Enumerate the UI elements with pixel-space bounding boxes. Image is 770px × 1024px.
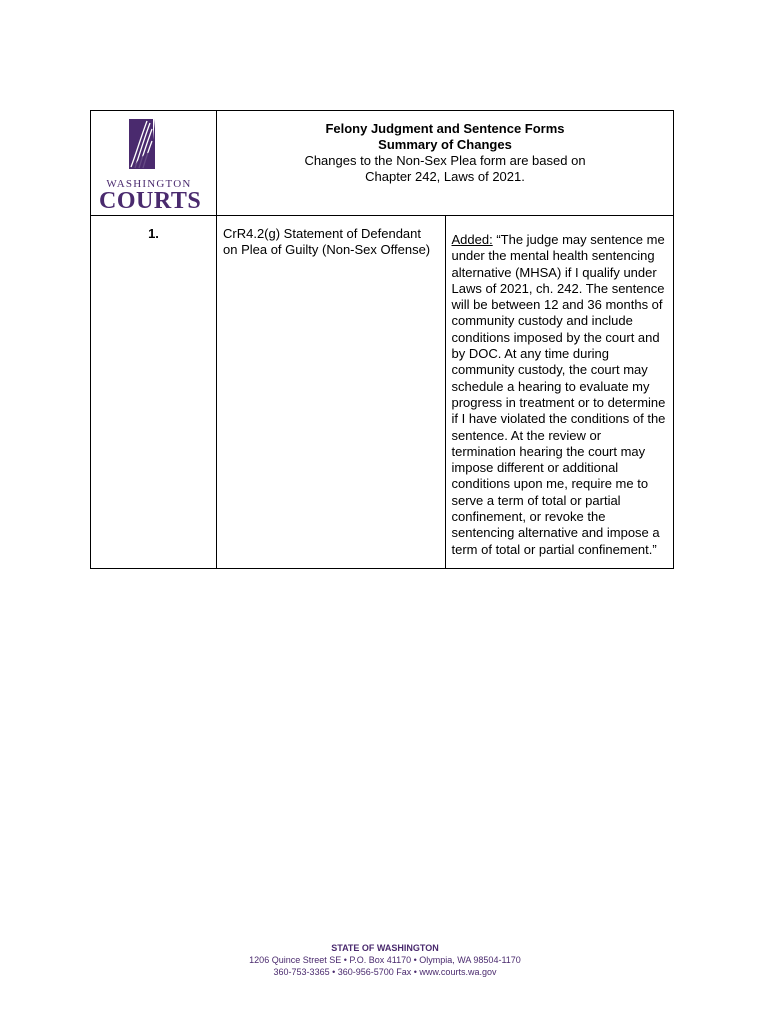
footer-state: STATE OF WASHINGTON: [331, 943, 439, 953]
table-row: [91, 216, 674, 569]
header-row: [91, 111, 674, 216]
header-note-line1: Changes to the Non-Sex Plea form are based on: [304, 153, 586, 168]
form-name: CrR4.2(g) Statement of Defendant on Plea of Guilty (Non-Sex Offense): [217, 216, 446, 569]
header-cell: [217, 111, 674, 216]
logo-wordmark-top: WASHINGTON: [106, 178, 192, 190]
footer-address: 1206 Quince Street SE • P.O. Box 41170 • Olympia, WA 98504-1170: [249, 955, 521, 965]
footer: [0, 942, 770, 978]
change-label: Added:: [451, 232, 493, 247]
change-description: [445, 216, 674, 569]
logo-cell: [91, 111, 217, 216]
washington-courts-logo: [97, 117, 210, 214]
document-subtitle: Summary of Changes: [378, 137, 512, 152]
logo-wordmark-main: COURTS: [99, 188, 202, 214]
row-number: 1.: [91, 216, 217, 569]
change-text: “The judge may sentence me under the mental health sentencing alternative (MHSA) if I qualify under Laws of 2021, ch. 242. The sentence will be between 12 and 36 months of community custody and include conditions imposed by the court and by DOC. At any time during community custody, the court may schedule a hearing to evaluate my progress in treatment or to determine if I have violated the conditions of the sentence. At the review or termination hearing the court may impose different or additional conditions upon me, require me to serve a term of total or partial confinement, or revoke the sentencing alternative and impose a term of total or partial confinement.”: [451, 232, 666, 557]
courts-emblem-icon: [97, 117, 210, 179]
summary-table: [90, 110, 674, 569]
header-note-line2: Chapter 242, Laws of 2021.: [365, 169, 525, 184]
footer-contact: 360-753-3365 • 360-956-5700 Fax • www.courts.wa.gov: [273, 967, 497, 977]
document-title: Felony Judgment and Sentence Forms: [325, 121, 565, 136]
